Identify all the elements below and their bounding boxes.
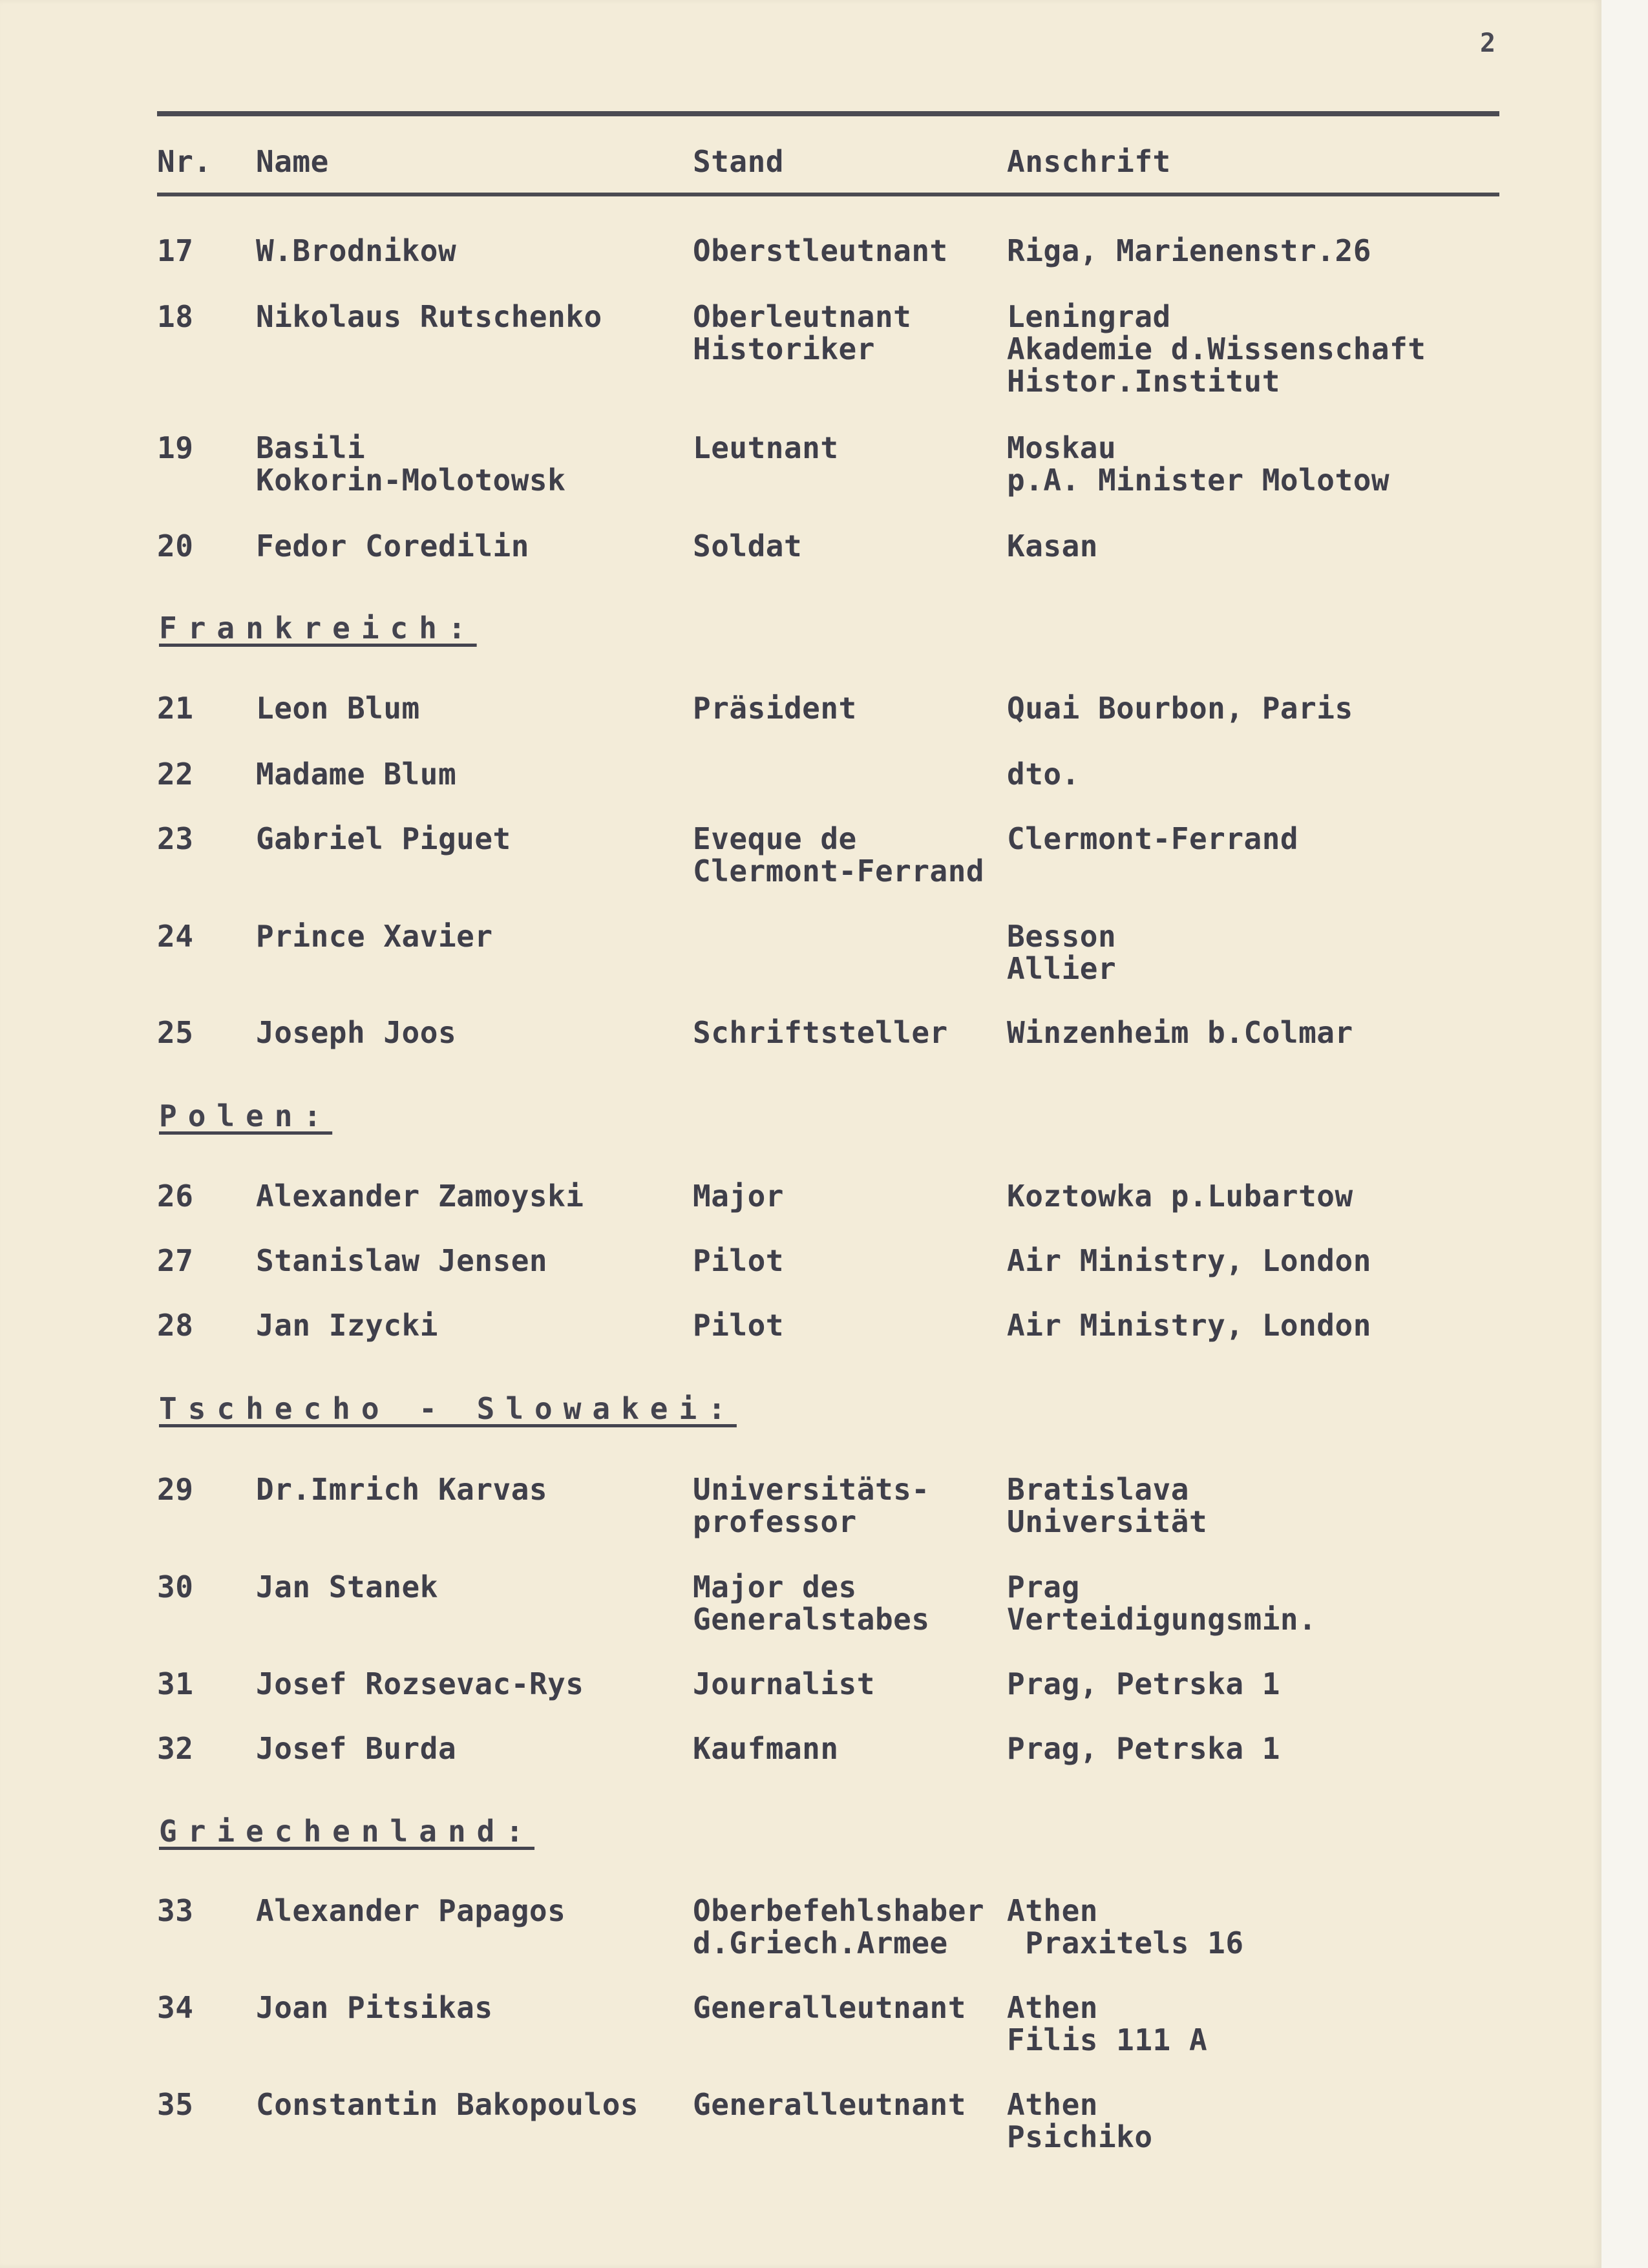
row-stand: Generalleutnant <box>693 1990 966 2025</box>
row-name: Prince Xavier <box>256 919 493 954</box>
row-nr: 19 <box>157 430 194 465</box>
row-name: Nikolaus Rutschenko <box>256 299 602 334</box>
row-anschrift: Moskau p.A. Minister Molotow <box>1007 430 1390 498</box>
row-nr: 32 <box>157 1731 194 1766</box>
row-name: W.Brodnikow <box>256 233 457 268</box>
row-nr: 25 <box>157 1015 194 1050</box>
header-anschrift: Anschrift <box>1007 144 1171 179</box>
row-nr: 30 <box>157 1570 194 1604</box>
row-nr: 29 <box>157 1472 194 1507</box>
row-anschrift: Koztowka p.Lubartow <box>1007 1179 1353 1213</box>
row-anschrift: Leningrad Akademie d.Wissenschaft Histor.Institut <box>1007 299 1426 399</box>
row-stand: Major <box>693 1179 784 1213</box>
row-stand: Pilot <box>693 1308 784 1343</box>
row-stand: Oberstleutnant <box>693 233 948 268</box>
row-name: Jan Stanek <box>256 1570 438 1604</box>
row-anschrift: Prag, Petrska 1 <box>1007 1731 1280 1766</box>
row-anschrift: Clermont-Ferrand <box>1007 821 1299 856</box>
row-name: Constantin Bakopoulos <box>256 2087 639 2122</box>
row-name: Josef Rozsevac-Rys <box>256 1666 584 1701</box>
row-anschrift: Athen Psichiko <box>1007 2087 1153 2154</box>
row-stand: Leutnant <box>693 430 839 465</box>
row-anschrift: Kasan <box>1007 529 1098 563</box>
section-heading-tschechoslowakei: Tschecho - Slowakei: <box>159 1391 737 1426</box>
row-nr: 27 <box>157 1243 194 1278</box>
header-name: Name <box>256 144 329 179</box>
row-name: Gabriel Piguet <box>256 821 511 856</box>
row-nr: 33 <box>157 1893 194 1928</box>
section-heading-polen: Polen: <box>159 1098 333 1133</box>
row-stand: Präsident <box>693 691 857 726</box>
row-nr: 23 <box>157 821 194 856</box>
row-anschrift: Air Ministry, London <box>1007 1308 1371 1343</box>
row-anschrift: Quai Bourbon, Paris <box>1007 691 1353 726</box>
row-anschrift: Winzenheim b.Colmar <box>1007 1015 1353 1050</box>
section-heading-frankreich: Frankreich: <box>159 611 477 646</box>
row-stand: Oberleutnant Historiker <box>693 299 912 366</box>
row-anschrift: Prag Verteidigungsmin. <box>1007 1570 1317 1637</box>
row-stand: Oberbefehlshaber d.Griech.Armee <box>693 1893 985 1960</box>
row-name: Alexander Papagos <box>256 1893 566 1928</box>
row-name: Alexander Zamoyski <box>256 1179 584 1213</box>
row-nr: 17 <box>157 233 194 268</box>
row-nr: 35 <box>157 2087 194 2122</box>
row-stand: Major des Generalstabes <box>693 1570 930 1637</box>
row-anschrift: dto. <box>1007 757 1080 792</box>
page-number: 2 <box>1480 28 1496 58</box>
row-stand: Schriftsteller <box>693 1015 948 1050</box>
row-anschrift: Besson Allier <box>1007 919 1117 986</box>
row-name: Joseph Joos <box>256 1015 457 1050</box>
row-name: Basili Kokorin-Molotowsk <box>256 430 566 498</box>
row-stand: Kaufmann <box>693 1731 839 1766</box>
header-top-rule <box>157 111 1499 116</box>
row-nr: 20 <box>157 529 194 563</box>
row-nr: 24 <box>157 919 194 954</box>
row-anschrift: Bratislava Universität <box>1007 1472 1208 1539</box>
header-stand: Stand <box>693 144 784 179</box>
row-nr: 22 <box>157 757 194 792</box>
row-nr: 31 <box>157 1666 194 1701</box>
row-nr: 21 <box>157 691 194 726</box>
row-name: Jan Izycki <box>256 1308 438 1343</box>
row-anschrift: Riga, Marienenstr.26 <box>1007 233 1371 268</box>
row-nr: 26 <box>157 1179 194 1213</box>
row-name: Fedor Coredilin <box>256 529 529 563</box>
row-stand: Generalleutnant <box>693 2087 966 2122</box>
row-stand: Universitäts- professor <box>693 1472 930 1539</box>
row-nr: 18 <box>157 299 194 334</box>
row-name: Dr.Imrich Karvas <box>256 1472 548 1507</box>
row-name: Madame Blum <box>256 757 457 792</box>
row-anschrift: Air Ministry, London <box>1007 1243 1371 1278</box>
row-stand: Journalist <box>693 1666 875 1701</box>
row-anschrift: Athen Praxitels 16 <box>1007 1893 1244 1960</box>
row-name: Leon Blum <box>256 691 420 726</box>
row-stand: Soldat <box>693 529 803 563</box>
row-nr: 34 <box>157 1990 194 2025</box>
row-name: Stanislaw Jensen <box>256 1243 548 1278</box>
row-name: Joan Pitsikas <box>256 1990 493 2025</box>
scan-background-strip <box>1601 0 1648 2268</box>
header-nr: Nr. <box>157 144 212 179</box>
row-stand: Eveque de Clermont-Ferrand <box>693 821 985 888</box>
row-anschrift: Athen Filis 111 A <box>1007 1990 1208 2057</box>
row-name: Josef Burda <box>256 1731 457 1766</box>
row-stand: Pilot <box>693 1243 784 1278</box>
row-nr: 28 <box>157 1308 194 1343</box>
row-anschrift: Prag, Petrska 1 <box>1007 1666 1280 1701</box>
header-bottom-rule <box>157 193 1499 196</box>
section-heading-griechenland: Griechenland: <box>159 1814 535 1849</box>
